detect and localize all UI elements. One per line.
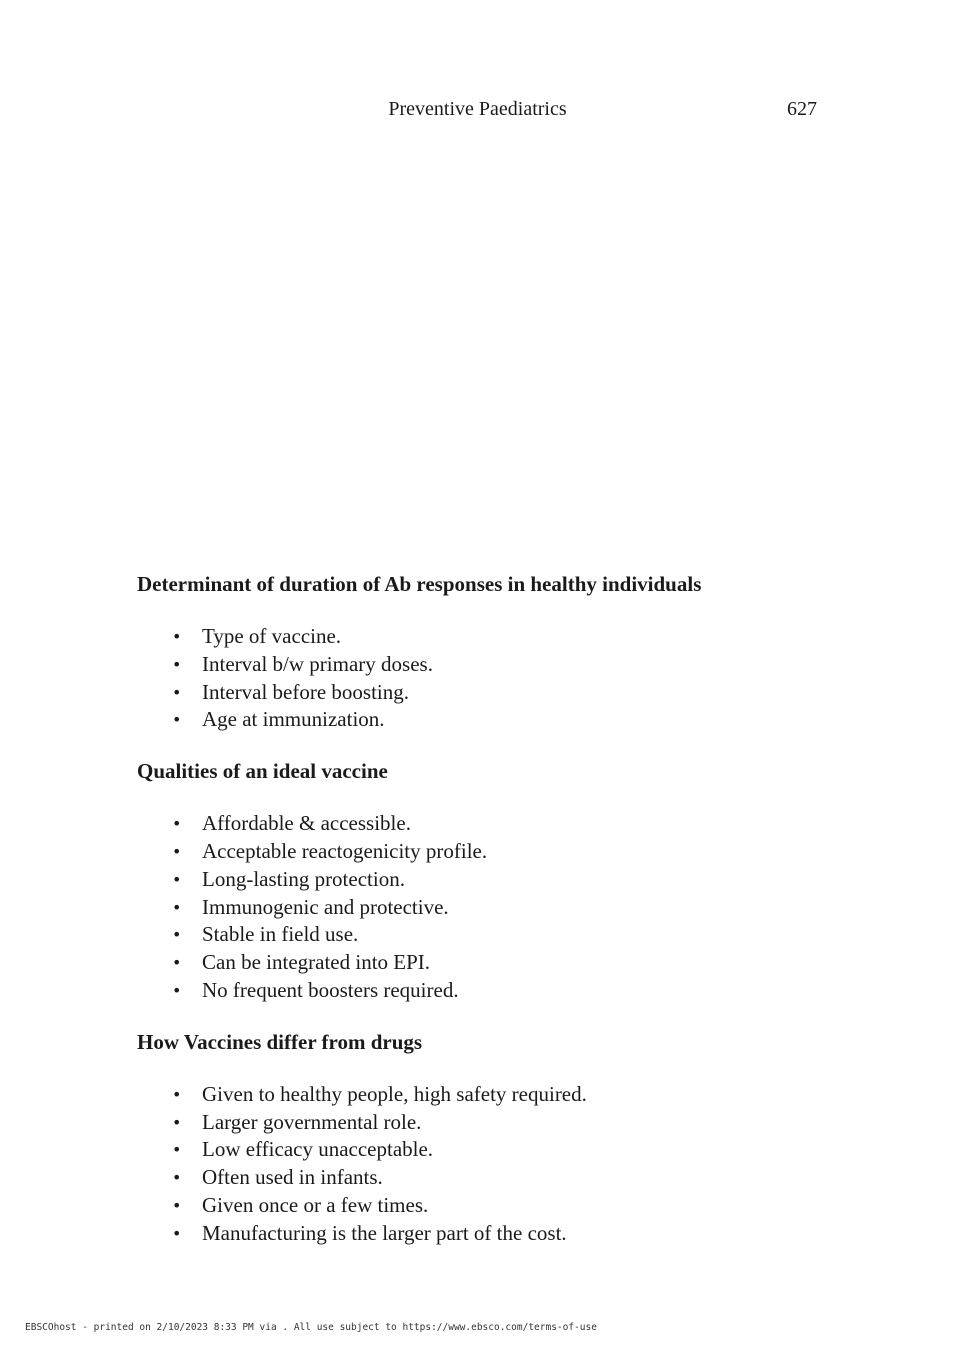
list-item <box>137 1164 837 1192</box>
bullet-list <box>137 623 837 734</box>
bullet-icon: • <box>172 1168 182 1188</box>
list-item-text: Immunogenic and protective. <box>202 894 449 919</box>
list-item-text: Long-lasting protection. <box>202 866 405 891</box>
bullet-icon: • <box>172 627 182 646</box>
list-item-text: Manufacturing is the larger part of the cost. <box>202 1220 567 1245</box>
bullet-icon: • <box>172 980 182 1000</box>
list-item <box>137 1081 837 1109</box>
section-antibody-duration <box>137 570 837 734</box>
list-item <box>137 1192 837 1220</box>
bullet-icon: • <box>172 654 182 674</box>
list-item-text: Can be integrated into EPI. <box>202 950 431 975</box>
running-title: Preventive Paediatrics <box>388 98 567 120</box>
list-item <box>137 1220 837 1248</box>
bullet-icon: • <box>172 841 182 861</box>
list-item <box>137 1109 837 1137</box>
list-item-text: Given once or a few times. <box>202 1192 429 1217</box>
list-item <box>137 866 837 894</box>
section-heading: Determinant of duration of Ab responses in healthy individuals <box>137 572 702 596</box>
section-ideal-vaccine <box>137 757 837 1005</box>
list-item-text: Type of vaccine. <box>202 624 342 648</box>
bullet-list <box>137 810 837 1005</box>
list-item <box>137 623 837 651</box>
list-item-text: Low efficacy unacceptable. <box>202 1137 434 1162</box>
list-item <box>137 949 837 977</box>
list-item <box>137 679 837 707</box>
section-heading: Qualities of an ideal vaccine <box>137 759 388 784</box>
page-body <box>137 570 837 1271</box>
list-item <box>137 1136 837 1164</box>
list-item-text: Interval b/w primary doses. <box>202 651 433 676</box>
list-item <box>137 921 837 949</box>
bullet-icon: • <box>172 1195 182 1215</box>
print-footer: EBSCOhost - printed on 2/10/2023 8:33 PM via . All use subject to https://www.ebsco.com/terms-of-use <box>25 1322 597 1333</box>
list-item-text: Given to healthy people, high safety required. <box>202 1081 587 1106</box>
bullet-icon: • <box>172 682 182 702</box>
list-item-text: Often used in infants. <box>202 1165 383 1190</box>
bullet-icon: • <box>172 1112 182 1132</box>
list-item <box>137 706 837 734</box>
section-vaccines-vs-drugs <box>137 1028 837 1248</box>
list-item <box>137 894 837 922</box>
list-item <box>137 810 837 838</box>
bullet-icon: • <box>172 925 182 945</box>
list-item-text: Age at immunization. <box>202 707 385 732</box>
list-item-text: No frequent boosters required. <box>202 977 459 1002</box>
bullet-icon: • <box>172 897 182 917</box>
list-item <box>137 651 837 679</box>
list-item-text: Stable in field use. <box>202 922 359 947</box>
list-item-text: Interval before boosting. <box>202 679 410 704</box>
list-item <box>137 838 837 866</box>
bullet-icon: • <box>172 869 182 889</box>
list-item-text: Larger governmental role. <box>202 1109 422 1134</box>
bullet-icon: • <box>172 814 182 834</box>
list-item-text: Affordable & accessible. <box>202 811 411 836</box>
list-item <box>137 977 837 1005</box>
bullet-icon: • <box>172 953 182 973</box>
bullet-icon: • <box>172 1084 182 1104</box>
bullet-icon: • <box>172 710 182 730</box>
page-number: 627 <box>787 98 817 120</box>
bullet-icon: • <box>172 1140 182 1160</box>
list-item-text: Acceptable reactogenicity profile. <box>202 838 488 863</box>
bullet-icon: • <box>172 1223 182 1243</box>
section-heading: How Vaccines differ from drugs <box>137 1029 423 1054</box>
running-header <box>0 96 955 122</box>
bullet-list <box>137 1081 837 1248</box>
